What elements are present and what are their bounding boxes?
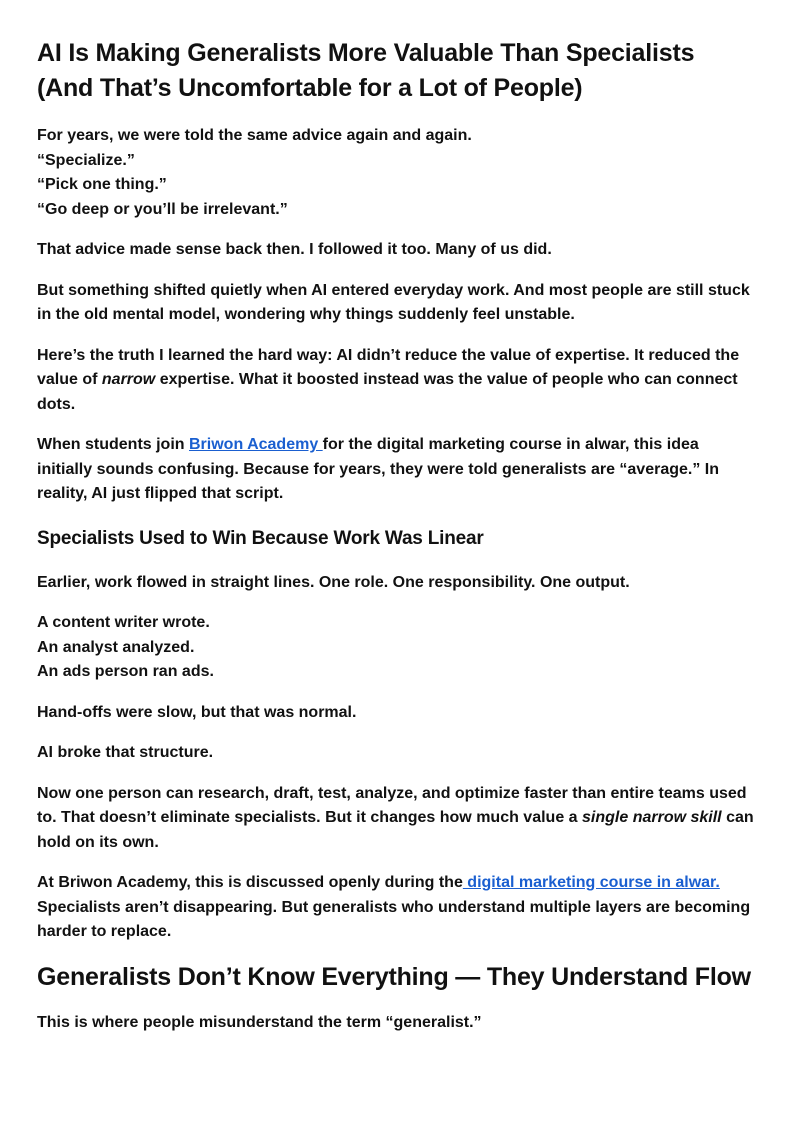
now-emphasis: single narrow skill xyxy=(582,809,722,826)
briwon-paragraph xyxy=(37,871,757,945)
digital-marketing-course-link[interactable]: digital marketing course in alwar. xyxy=(462,874,720,891)
now-text-after: can hold on its own. xyxy=(37,809,754,851)
now-paragraph xyxy=(37,782,757,856)
article-title: AI Is Making Generalists More Valuable Than Specialists (And That’s Uncomfortable for a Lot of People) xyxy=(37,39,695,102)
shift-paragraph: But something shifted quietly when AI entered everyday work. And most people are still stuck in the old mental model, wondering why things suddenly feel unstable. xyxy=(37,281,750,323)
intro-line-4: “Go deep or you’ll be irrelevant.” xyxy=(37,200,288,218)
misunderstand-paragraph: This is where people misunderstand the term “generalist.” xyxy=(37,1013,482,1031)
roles-paragraph xyxy=(37,611,757,685)
intro-line-1: For years, we were told the same advice again and again. xyxy=(37,127,472,144)
advice-paragraph: That advice made sense back then. I followed it too. Many of us did. xyxy=(37,241,552,258)
roles-line-3: An ads person ran ads. xyxy=(37,663,214,680)
students-text-after: for the digital marketing course in alwar, this idea initially sounds confusing. Because for years, they were told generalists are “average.” In reality, AI just flipped that script. xyxy=(37,436,720,502)
briwon-text-after: Specialists aren’t disappearing. But generalists who understand multiple layers are becoming harder to replace. xyxy=(37,898,751,940)
intro-line-2: “Specialize.” xyxy=(37,151,135,169)
section-heading-linear: Specialists Used to Win Because Work Was Linear xyxy=(37,527,484,549)
section-heading-flow: Generalists Don’t Know Everything — They Understand Flow xyxy=(37,962,751,991)
briwon-text-before: At Briwon Academy, this is discussed openly during the xyxy=(37,874,463,891)
roles-line-1: A content writer wrote. xyxy=(37,614,210,631)
truth-text-before: Here’s the truth I learned the hard way: AI didn’t reduce the value of expertise. It reduced the value of xyxy=(37,346,740,388)
intro-line-3: “Pick one thing.” xyxy=(37,176,167,193)
now-text-before: Now one person can research, draft, test, analyze, and optimize faster than entire teams used to. That doesn’t eliminate specialists. But it changes how much value a xyxy=(37,784,747,826)
roles-line-2: An analyst analyzed. xyxy=(37,638,195,656)
handoffs-paragraph: Hand-offs were slow, but that was normal. xyxy=(37,703,357,721)
students-paragraph xyxy=(37,433,757,507)
earlier-paragraph: Earlier, work flowed in straight lines. One role. One responsibility. One output. xyxy=(37,573,630,591)
briwon-academy-link[interactable]: Briwon Academy xyxy=(189,436,323,453)
students-text-before: When students join xyxy=(37,436,189,453)
intro-paragraph xyxy=(37,124,757,222)
broke-paragraph: AI broke that structure. xyxy=(37,744,214,761)
truth-paragraph xyxy=(37,344,757,418)
truth-text-after: expertise. What it boosted instead was the value of people who can connect dots. xyxy=(37,371,738,413)
truth-emphasis: narrow xyxy=(101,371,156,388)
